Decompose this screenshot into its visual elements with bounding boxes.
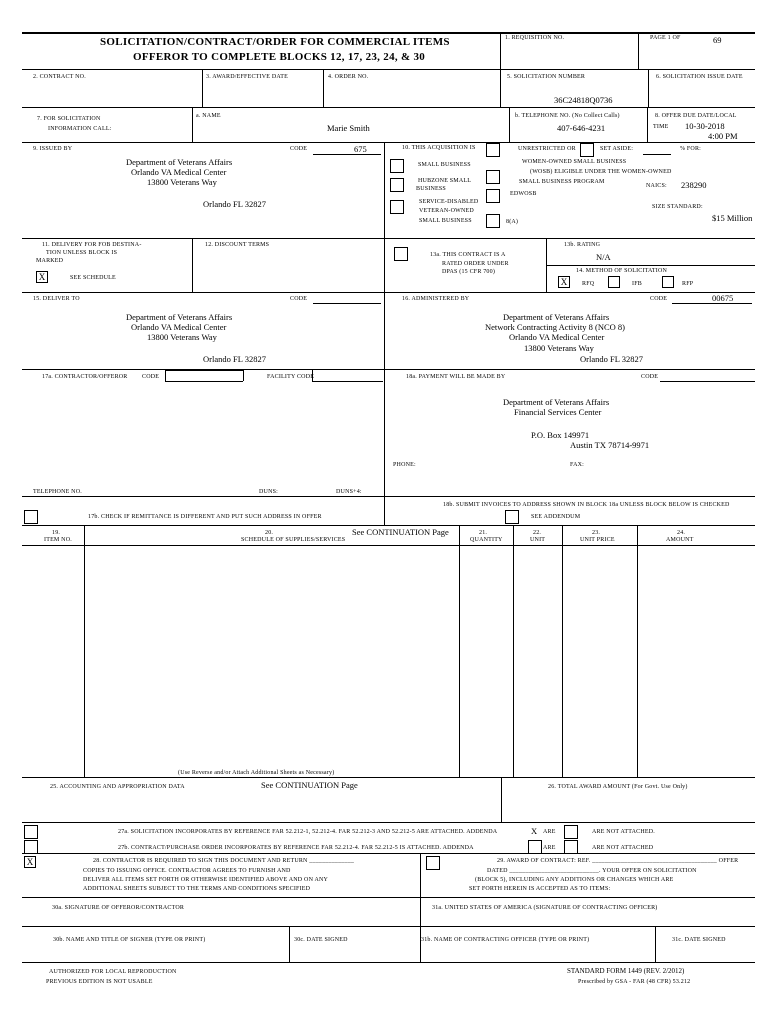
col-item-no: ITEM NO. [44, 537, 72, 543]
footer-authorized: AUTHORIZED FOR LOCAL REPRODUCTION [49, 969, 177, 975]
divider [289, 926, 290, 962]
divider [562, 525, 563, 777]
deliver-address-line: Department of Veterans Affairs [126, 312, 233, 322]
eight-a-checkbox[interactable] [486, 214, 500, 228]
method-label: 14. METHOD OF SOLICITATION [576, 268, 668, 274]
rfq-label: RFQ [582, 281, 595, 287]
col-schedule: 20. [265, 530, 274, 536]
rule [22, 853, 755, 854]
eight-a-label: 8(A) [506, 219, 519, 225]
payment-address-line: Department of Veterans Affairs [503, 397, 610, 407]
delivery-label: MARKED [36, 258, 64, 264]
page-total: 69 [713, 35, 722, 45]
administered-address-line: Network Contracting Activity 8 (NCO 8) [485, 322, 625, 332]
addenda-not-attached-label: ARE NOT ATTACHED [592, 845, 654, 851]
form-subtitle: OFFEROR TO COMPLETE BLOCKS 12, 17, 23, 24, & 30 [133, 51, 426, 63]
code-field [165, 370, 166, 381]
issued-code-label: CODE [290, 146, 308, 152]
duns-label: DUNS: [259, 489, 279, 495]
payment-code-label: CODE [641, 374, 659, 380]
administered-by-label: 16. ADMINISTERED BY [402, 296, 470, 302]
clause-28: 28. CONTRACTOR IS REQUIRED TO SIGN THIS DOCUMENT AND RETURN ______________ [93, 858, 355, 864]
offer-due-date[interactable]: 10-30-2018 [685, 121, 725, 131]
naics-code[interactable]: 238290 [681, 180, 707, 190]
code-field [165, 370, 243, 371]
addenda-are-label: ARE [543, 845, 556, 851]
solicitation-date-label: 6. SOLICITATION ISSUE DATE [656, 74, 743, 80]
addenda-not-attached-checkbox[interactable] [564, 840, 578, 854]
deliver-to-label: 15. DELIVER TO [33, 296, 80, 302]
rated-order-label: DPAS (15 CFR 700) [442, 269, 496, 275]
divider [420, 853, 421, 962]
requisition-label: 1. REQUISITION NO. [505, 35, 565, 41]
col-schedule: SCHEDULE OF SUPPLIES/SERVICES [241, 537, 346, 543]
payment-phone-label: PHONE: [393, 462, 416, 468]
facility-code-label: FACILITY CODE [267, 374, 315, 380]
divider [647, 107, 648, 142]
delivery-label: TION UNLESS BLOCK IS [46, 250, 118, 256]
name-label: a. NAME [196, 113, 221, 119]
rule [22, 822, 755, 823]
acquisition-label: 10. THIS ACQUISITION IS [402, 145, 476, 151]
col-unit: 22. [533, 530, 542, 536]
divider [192, 107, 193, 142]
wosb-label: SMALL BUSINESS PROGRAM [519, 179, 605, 185]
sdvosb-label: SERVICE-DISABLED [419, 199, 479, 205]
accounting-label: 25. ACCOUNTING AND APPROPRIATION DATA [50, 784, 185, 790]
ifb-label: IFB [632, 281, 642, 287]
signature-offeror-label: 30a. SIGNATURE OF OFFEROR/CONTRACTOR [52, 905, 185, 911]
rated-order-label: 13a. THIS CONTRACT IS A [430, 252, 506, 258]
contact-name[interactable]: Marie Smith [327, 123, 370, 133]
issued-address-line: Orlando VA Medical Center [131, 167, 227, 177]
unrestricted-checkbox[interactable] [580, 143, 594, 157]
rule [22, 496, 755, 497]
officer-date-label: 31c. DATE SIGNED [672, 937, 726, 943]
col-item-no: 19. [52, 530, 61, 536]
rule [22, 142, 755, 143]
col-unit: UNIT [530, 537, 546, 543]
duns4-label: DUNS+4: [336, 489, 362, 495]
rule [22, 545, 755, 546]
issued-by-label: 9. ISSUED BY [33, 146, 73, 152]
clause-28: COPIES TO ISSUING OFFICE. CONTRACTOR AGREES TO FURNISH AND [83, 868, 291, 874]
rule [22, 69, 755, 70]
divider [655, 926, 656, 962]
payment-address-line: P.O. Box 149971 [531, 430, 590, 440]
issued-address-line: Department of Veterans Affairs [126, 157, 233, 167]
percent-for-label: % FOR: [680, 146, 702, 152]
signature-officer-label: 31a. UNITED STATES OF AMERICA (SIGNATURE OF CONTRACTING OFFICER) [432, 905, 658, 911]
sdvosb-label: VETERAN-OWNED [419, 208, 474, 214]
clause-29: 29. AWARD OF CONTRACT: REF. _______________________________________ OFFER [497, 858, 739, 864]
rfq-checkbox[interactable]: X [558, 276, 570, 288]
rule [22, 525, 755, 526]
solicitation-checkbox[interactable] [24, 825, 38, 839]
see-schedule-checkbox[interactable]: X [36, 271, 48, 283]
for-solicitation-label: 7. FOR SOLICITATION [37, 116, 101, 122]
rating-label: 13b. RATING [564, 242, 601, 248]
solicitation-number-label: 5. SOLICITATION NUMBER [507, 74, 586, 80]
administered-code-label: CODE [650, 296, 668, 302]
col-quantity: 21. [479, 530, 488, 536]
sdvosb-label: SMALL BUSINESS [419, 218, 472, 224]
time-label: TIME [653, 124, 669, 130]
code-underline [672, 303, 752, 304]
deliver-address-line: 13800 Veterans Way [147, 332, 217, 342]
col-amount: AMOUNT [666, 537, 694, 543]
size-standard[interactable]: $15 Million [712, 213, 753, 223]
date-signed-label: 30c. DATE SIGNED [294, 937, 348, 943]
sdvosb-checkbox[interactable] [390, 200, 404, 214]
addenda-are-checkbox[interactable] [528, 840, 542, 854]
issued-address-line: Orlando FL 32827 [203, 199, 266, 209]
hubzone-label: HUBZONE SMALL [418, 178, 472, 184]
rule [546, 265, 755, 266]
administered-address-line: Orlando FL 32827 [580, 354, 643, 364]
footer-previous: PREVIOUS EDITION IS NOT USABLE [46, 979, 153, 985]
see-schedule-label: SEE SCHEDULE [70, 275, 116, 281]
offer-due-label: 8. OFFER DUE DATE/LOCAL [655, 113, 737, 119]
hubzone-checkbox[interactable] [390, 178, 404, 192]
rfp-checkbox[interactable] [662, 276, 674, 288]
contractor-sign-checkbox[interactable]: X [24, 856, 36, 868]
order-label: 4. ORDER NO. [328, 74, 369, 80]
award-checkbox[interactable] [426, 856, 440, 870]
ifb-checkbox[interactable] [608, 276, 620, 288]
rule [22, 107, 755, 108]
discount-terms-label: 12. DISCOUNT TERMS [205, 242, 270, 248]
remittance-checkbox[interactable] [24, 510, 38, 524]
remittance-label: 17b. CHECK IF REMITTANCE IS DIFFERENT AND PUT SUCH ADDRESS IN OFFER [88, 514, 322, 520]
total-award-label: 26. TOTAL AWARD AMOUNT (For Govt. Use Only) [548, 784, 688, 790]
rfp-label: RFP [682, 281, 694, 287]
divider [509, 107, 510, 142]
facility-code-field[interactable] [312, 381, 383, 382]
delivery-label: 11. DELIVERY FOR FOB DESTINA- [42, 242, 142, 248]
payment-address-line: Financial Services Center [514, 407, 602, 417]
divider [84, 525, 85, 777]
rule [22, 369, 755, 370]
divider [513, 525, 514, 777]
col-amount: 24. [677, 530, 686, 536]
divider [384, 142, 385, 238]
divider [637, 525, 638, 777]
contract-label: 2. CONTRACT NO. [33, 74, 86, 80]
facility-code-field [312, 370, 313, 381]
rule [22, 238, 755, 239]
footer-prescribed: Prescribed by GSA - FAR (48 CFR) 53.212 [578, 979, 691, 985]
information-call-label: INFORMATION CALL: [48, 126, 112, 132]
rule [22, 292, 755, 293]
officer-name-label: 31b. NAME OF CONTRACTING OFFICER (TYPE OR PRINT) [421, 937, 590, 943]
footer-form-number: STANDARD FORM 1449 (REV. 2/2012) [567, 967, 685, 975]
code-field [165, 381, 243, 382]
deliver-code-label: CODE [290, 296, 308, 302]
size-standard-label: SIZE STANDARD: [652, 204, 703, 210]
rated-order-checkbox[interactable] [394, 247, 408, 261]
deliver-address-line: Orlando VA Medical Center [131, 322, 227, 332]
wosb-label: (WOSB) ELIGIBLE UNDER THE WOMEN-OWNED [530, 169, 672, 175]
clause-28: ADDITIONAL SHEETS SUBJECT TO THE TERMS AND CONDITIONS SPECIFIED [83, 886, 311, 892]
divider [648, 69, 649, 107]
form-title: SOLICITATION/CONTRACT/ORDER FOR COMMERCIAL ITEMS [100, 36, 450, 48]
divider [202, 69, 203, 107]
rating-value[interactable]: N/A [596, 252, 611, 262]
administered-code[interactable]: 00675 [712, 293, 734, 303]
administered-address-line: 13800 Veterans Way [524, 343, 594, 353]
offer-due-time[interactable]: 4:00 PM [708, 131, 738, 141]
telephone-label: b. TELEPHONE NO. (No Collect Calls) [515, 113, 620, 119]
addenda-not-attached-checkbox[interactable] [564, 825, 578, 839]
divider [323, 69, 324, 107]
divider [384, 238, 385, 292]
naics-label: NAICS: [646, 183, 667, 189]
telephone-number[interactable]: 407-646-4231 [557, 123, 606, 133]
payment-label: 18a. PAYMENT WILL BE MADE BY [406, 374, 506, 380]
code-field [243, 370, 244, 381]
rule [22, 897, 755, 898]
code-underline [313, 154, 381, 155]
addendum-label: SEE ADDENDUM [531, 514, 581, 520]
col-quantity: QUANTITY [470, 537, 503, 543]
rule [22, 926, 755, 927]
divider [384, 292, 385, 525]
acquisition-checkbox[interactable] [486, 143, 500, 157]
edwosb-label: EDWOSB [510, 191, 537, 197]
contract-checkbox[interactable] [24, 840, 38, 854]
col-unit-price: 23. [592, 530, 601, 536]
top-rule [22, 32, 755, 34]
deliver-address-line: Orlando FL 32827 [203, 354, 266, 364]
addenda-not-attached-label: ARE NOT ATTACHED. [592, 829, 655, 835]
rated-order-label: RATED ORDER UNDER [442, 261, 509, 267]
contractor-code-label: CODE [142, 374, 160, 380]
see-continuation: See CONTINUATION Page [352, 527, 449, 537]
unrestricted-label: UNRESTRICTED OR [518, 146, 576, 152]
divider [501, 777, 502, 822]
payment-address-line: Austin TX 78714-9971 [570, 440, 650, 450]
clause-27a: 27a. SOLICITATION INCORPORATES BY REFERENCE FAR 52.212-1, 52.212-4. FAR 52.212-3 AND 52.212-5 ARE ATTACHED. ADDENDA [118, 829, 498, 835]
percent-underline [643, 154, 671, 155]
divider [500, 32, 501, 69]
addenda-are-label: ARE [543, 829, 556, 835]
accounting-value: See CONTINUATION Page [261, 780, 358, 790]
issued-code[interactable]: 675 [354, 144, 367, 154]
divider [500, 69, 501, 107]
page-label: PAGE 1 OF [650, 35, 681, 41]
clause-29: DATED ____________________________. YOUR OFFER ON SOLICITATION [487, 868, 697, 874]
payment-fax-label: FAX: [570, 462, 585, 468]
clause-27b: 27b. CONTRACT/PURCHASE ORDER INCORPORATES BY REFERENCE FAR 52.212-4. FAR 52.212-5 IS ATTACHED. ADDENDA [118, 845, 474, 851]
hubzone-label: BUSINESS [416, 186, 446, 192]
signer-name-label: 30b. NAME AND TITLE OF SIGNER (TYPE OR PRINT) [53, 937, 206, 943]
award-date-label: 3. AWARD/EFFECTIVE DATE [206, 74, 288, 80]
wosb-label: WOMEN-OWNED SMALL BUSINESS [522, 159, 627, 165]
divider [192, 238, 193, 292]
code-underline [313, 303, 381, 304]
administered-address-line: Department of Veterans Affairs [503, 312, 610, 322]
divider [459, 525, 460, 777]
addenda-are-mark: X [531, 826, 538, 836]
divider [638, 32, 639, 69]
wosb-checkbox[interactable] [486, 170, 500, 184]
submit-invoices-label: 18b. SUBMIT INVOICES TO ADDRESS SHOWN IN BLOCK 18a UNLESS BLOCK BELOW IS CHECKED [443, 502, 730, 508]
reverse-note: (Use Reverse and/or Attach Additional Sheets as Necessary) [178, 770, 335, 776]
col-unit-price: UNIT PRICE [580, 537, 615, 543]
set-aside-label: SET ASIDE: [600, 146, 634, 152]
addendum-checkbox[interactable] [505, 510, 519, 524]
clause-29: SET FORTH HEREIN IS ACCEPTED AS TO ITEMS: [469, 886, 611, 892]
solicitation-number[interactable]: 36C24818Q0736 [554, 95, 613, 105]
clause-28: DELIVER ALL ITEMS SET FORTH OR OTHERWISE IDENTIFIED ABOVE AND ON ANY [83, 877, 329, 883]
small-business-label: SMALL BUSINESS [418, 162, 471, 168]
administered-address-line: Orlando VA Medical Center [509, 332, 605, 342]
rule [22, 962, 755, 963]
small-business-checkbox[interactable] [390, 159, 404, 173]
contractor-label: 17a. CONTRACTOR/OFFEROR [42, 374, 128, 380]
clause-29: (BLOCK 5), INCLUDING ANY ADDITIONS OR CHANGES WHICH ARE [475, 877, 674, 883]
issued-address-line: 13800 Veterans Way [147, 177, 217, 187]
code-underline [660, 381, 755, 382]
telephone-label: TELEPHONE NO. [33, 489, 82, 495]
edwosb-checkbox[interactable] [486, 189, 500, 203]
rule [22, 777, 755, 778]
